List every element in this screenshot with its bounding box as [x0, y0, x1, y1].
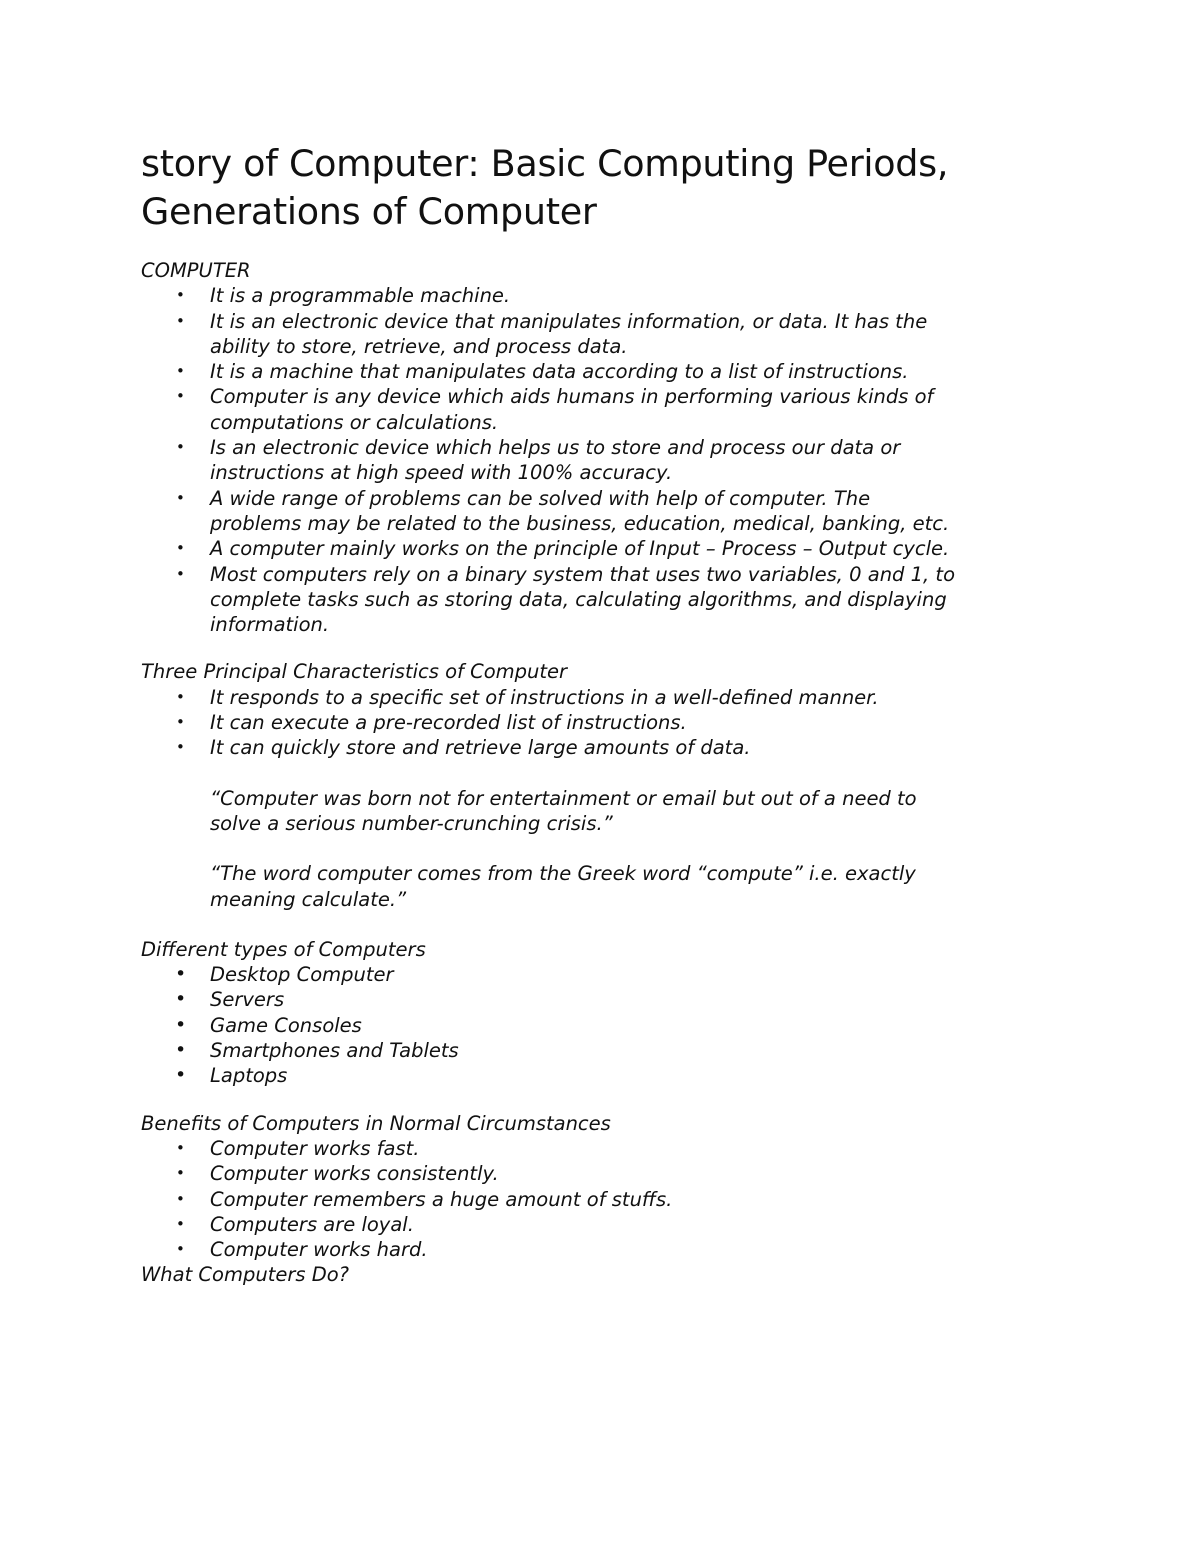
bullet-icon: • [175, 963, 187, 986]
bullet-icon: • [176, 687, 185, 706]
list-item [141, 359, 961, 384]
computer-types-list [141, 962, 961, 1088]
section-heading-types: Different types of Computers [141, 937, 426, 961]
document-page [141, 140, 961, 1288]
bullet-icon: • [175, 988, 187, 1011]
bullet-icon: • [176, 713, 185, 732]
list-item [141, 1013, 961, 1038]
list-item [141, 1212, 961, 1237]
list-item-text: It responds to a specific set of instructions in a well-defined manner. [210, 685, 879, 709]
bullet-icon: • [176, 286, 185, 305]
list-item-text: Desktop Computer [210, 963, 394, 987]
list-item-text: Most computers rely on a binary system that uses two variables, 0 and 1, to complete tasks such as storing data, calculating algorithms, and displaying information. [210, 562, 956, 637]
quote-paragraph: “The word computer comes from the Greek word “compute” i.e. exactly meaning calculate.” [210, 862, 916, 911]
list-item [141, 536, 961, 561]
bullet-icon: • [176, 564, 185, 583]
list-item [141, 1063, 961, 1088]
list-item-text: Laptops [210, 1064, 288, 1088]
list-item [141, 384, 961, 435]
list-item [141, 435, 961, 486]
list-item [141, 987, 961, 1012]
spacer [141, 637, 961, 659]
quote-paragraph: “Computer was born not for entertainment or email but out of a need to solve a serious number-crunching crisis.” [210, 786, 917, 835]
list-item-text: Computer works hard. [210, 1238, 428, 1262]
list-item [141, 283, 961, 308]
bullet-icon: • [175, 1013, 187, 1036]
bullet-icon: • [176, 539, 185, 558]
bullet-icon: • [175, 1039, 187, 1062]
document-title: story of Computer: Basic Computing Periods, Generations of Computer [141, 142, 949, 233]
list-item [141, 962, 961, 987]
list-item [141, 1237, 961, 1262]
bullet-icon: • [176, 438, 185, 457]
list-item [141, 710, 961, 735]
bullet-icon: • [176, 311, 185, 330]
list-item [141, 486, 961, 537]
list-item-text: A computer mainly works on the principle of Input – Process – Output cycle. [210, 537, 950, 561]
section-heading-benefits: Benefits of Computers in Normal Circumstances [141, 1111, 611, 1135]
list-item-text: Computer works consistently. [210, 1162, 499, 1186]
list-item-text: Computer works fast. [210, 1136, 420, 1160]
list-item [141, 1136, 961, 1161]
section-heading-what: What Computers Do? [141, 1263, 350, 1287]
spacer [141, 836, 961, 861]
bullet-icon: • [176, 1240, 185, 1259]
spacer [141, 1089, 961, 1111]
computer-definition-list [141, 283, 961, 637]
bullet-icon: • [176, 488, 185, 507]
bullet-icon: • [176, 1164, 185, 1183]
list-item [141, 1187, 961, 1212]
bullet-icon: • [175, 1064, 187, 1087]
list-item-text: Computer remembers a huge amount of stuffs. [210, 1187, 673, 1211]
bullet-icon: • [176, 1138, 185, 1157]
list-item-text: Computer is any device which aids humans in performing various kinds of computations or calculations. [210, 385, 934, 434]
list-item [141, 735, 961, 760]
list-item [141, 309, 961, 360]
list-item-text: Game Consoles [210, 1013, 362, 1037]
list-item-text: It is a machine that manipulates data according to a list of instructions. [210, 360, 909, 384]
characteristics-list [141, 685, 961, 761]
list-item [141, 685, 961, 710]
bullet-icon: • [176, 1214, 185, 1233]
list-item [141, 1038, 961, 1063]
section-heading-characteristics: Three Principal Characteristics of Computer [141, 660, 568, 684]
list-item-text: It is an electronic device that manipulates information, or data. It has the ability to store, retrieve, and process data. [210, 309, 928, 358]
benefits-list [141, 1136, 961, 1262]
bullet-icon: • [176, 1189, 185, 1208]
list-item-text: Is an electronic device which helps us to store and process our data or instructions at high speed with 100% accuracy. [210, 436, 901, 485]
list-item-text: A wide range of problems can be solved with help of computer. The problems may be related to the business, education, medical, banking, etc. [210, 486, 950, 535]
list-item-text: Smartphones and Tablets [210, 1039, 459, 1063]
list-item-text: Servers [210, 988, 285, 1012]
list-item [141, 562, 961, 638]
spacer [141, 761, 961, 786]
list-item-text: It can quickly store and retrieve large amounts of data. [210, 736, 751, 760]
bullet-icon: • [176, 738, 185, 757]
list-item-text: Computers are loyal. [210, 1212, 414, 1236]
list-item [141, 1161, 961, 1186]
list-item-text: It can execute a pre-recorded list of instructions. [210, 711, 687, 735]
bullet-icon: • [176, 362, 185, 381]
section-heading-computer: COMPUTER [141, 259, 251, 282]
list-item-text: It is a programmable machine. [210, 284, 511, 308]
bullet-icon: • [176, 387, 185, 406]
spacer [141, 912, 961, 937]
